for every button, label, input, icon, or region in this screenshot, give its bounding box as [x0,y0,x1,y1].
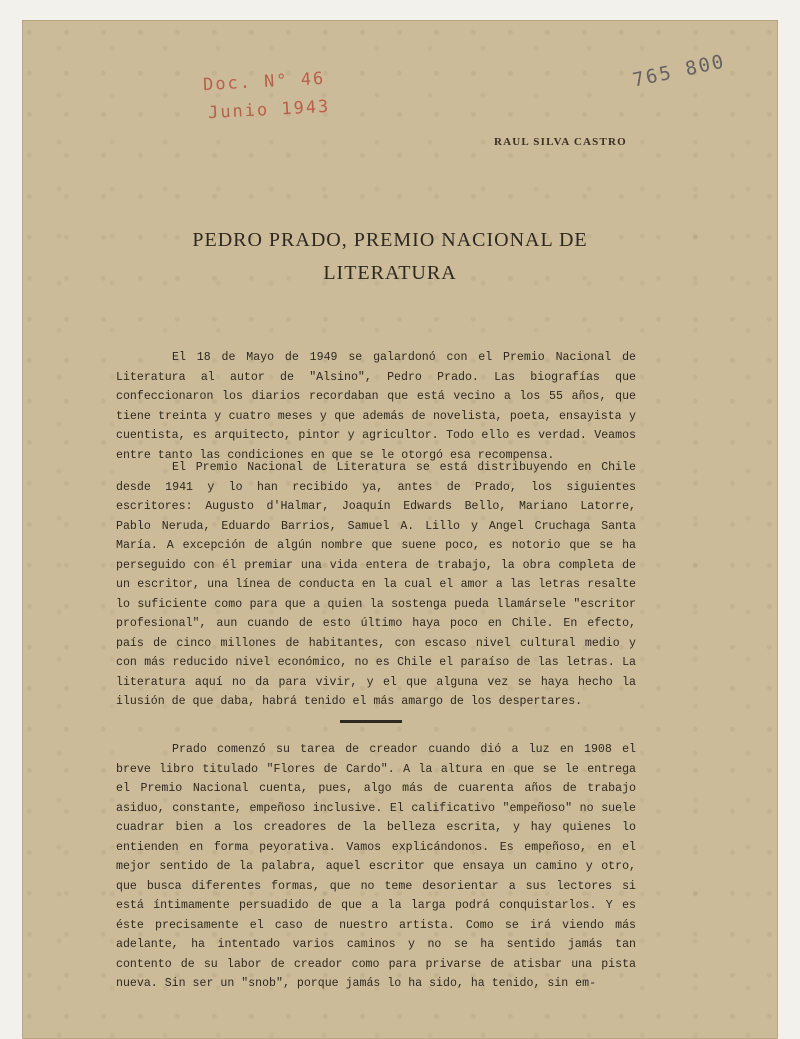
author-name: RAUL SILVA CASTRO [494,136,627,148]
paragraph-2: El Premio Nacional de Literatura se está distribuyendo en Chile desde 1941 y lo han recibido ya, antes de Prado, los siguientes escritores: Augusto d'Halmar, Joaquín Edwards Bello, Mariano Latorre, Pablo Neruda, Eduardo Barrios, Samuel A. Lillo y Angel Cruchaga Santa María. A excepción de algún nombre que suene poco, es notorio que se ha perseguido con él premiar una vida entera de trabajo, la obra completa de un escritor, una línea de conducta en la cual el amor a las letras resalte lo suficiente como para que a quien la sostenga pueda llamársele "escritor profesional", aun cuando de esto último haya poco en Chile. En efecto, país de cinco millones de habitantes, con escaso nivel cultural medio y con más reducido nivel económico, no es Chile el paraíso de las letras. La literatura aquí no da para vivir, y el que alguna vez se haya hecho la ilusión de que daba, habrá tenido el más amargo de los despertares. [116,461,636,708]
handwritten-date-note: Junio 1943 [207,96,331,124]
article-title: PEDRO PRADO, PREMIO NACIONAL DE LITERATURA [192,229,588,284]
section-divider [340,720,402,723]
paragraph-3: Prado comenzó su tarea de creador cuando dió a luz en 1908 el breve libro titulado "Flores de Cardo". A la altura en que se le entrega el Premio Nacional cuenta, pues, algo más de cuarenta años de trabajo asiduo, constante, empeñoso inclusive. El calificativo "empeñoso" no suele cuadrar bien a los creadores de la belleza escrita, y hay quienes lo entienden en forma peyorativa. Vamos explicándonos. Es empeñoso, en el mejor sentido de la palabra, aquel escritor que ensaya un camino y otro, que busca diferentes formas, que no teme desorientar a sus lectores si está íntimamente persuadido de que a la larga podrá conquistarlos. Y es éste precisamente el caso de nuestro artista. Como se irá viendo más adelante, ha intentado varios caminos y no se ha sentido jamás tan contento de su labor de creador como para privarse de atisbar una pista nueva. Sin ser un "snob", porque jamás lo ha sido, ha tenido, sin em- [116,743,636,990]
paragraph-1: El 18 de Mayo de 1949 se galardonó con el Premio Nacional de Literatura al autor de "Alsino", Pedro Prado. Las biografías que confeccionaron los diarios recordaban que está vecino a los 55 años, que tiene treinta y cuatro meses y que además de novelista, poeta, ensayista y cuentista, es arquitecto, pintor y agricultor. Todo ello es verdad. Veamos entre tanto las condiciones en que se le otorgó esa recompensa. [116,351,636,462]
handwritten-catalog-code: 765 800 [630,50,728,92]
handwritten-reference-note: Doc. N° 46 [202,68,326,96]
